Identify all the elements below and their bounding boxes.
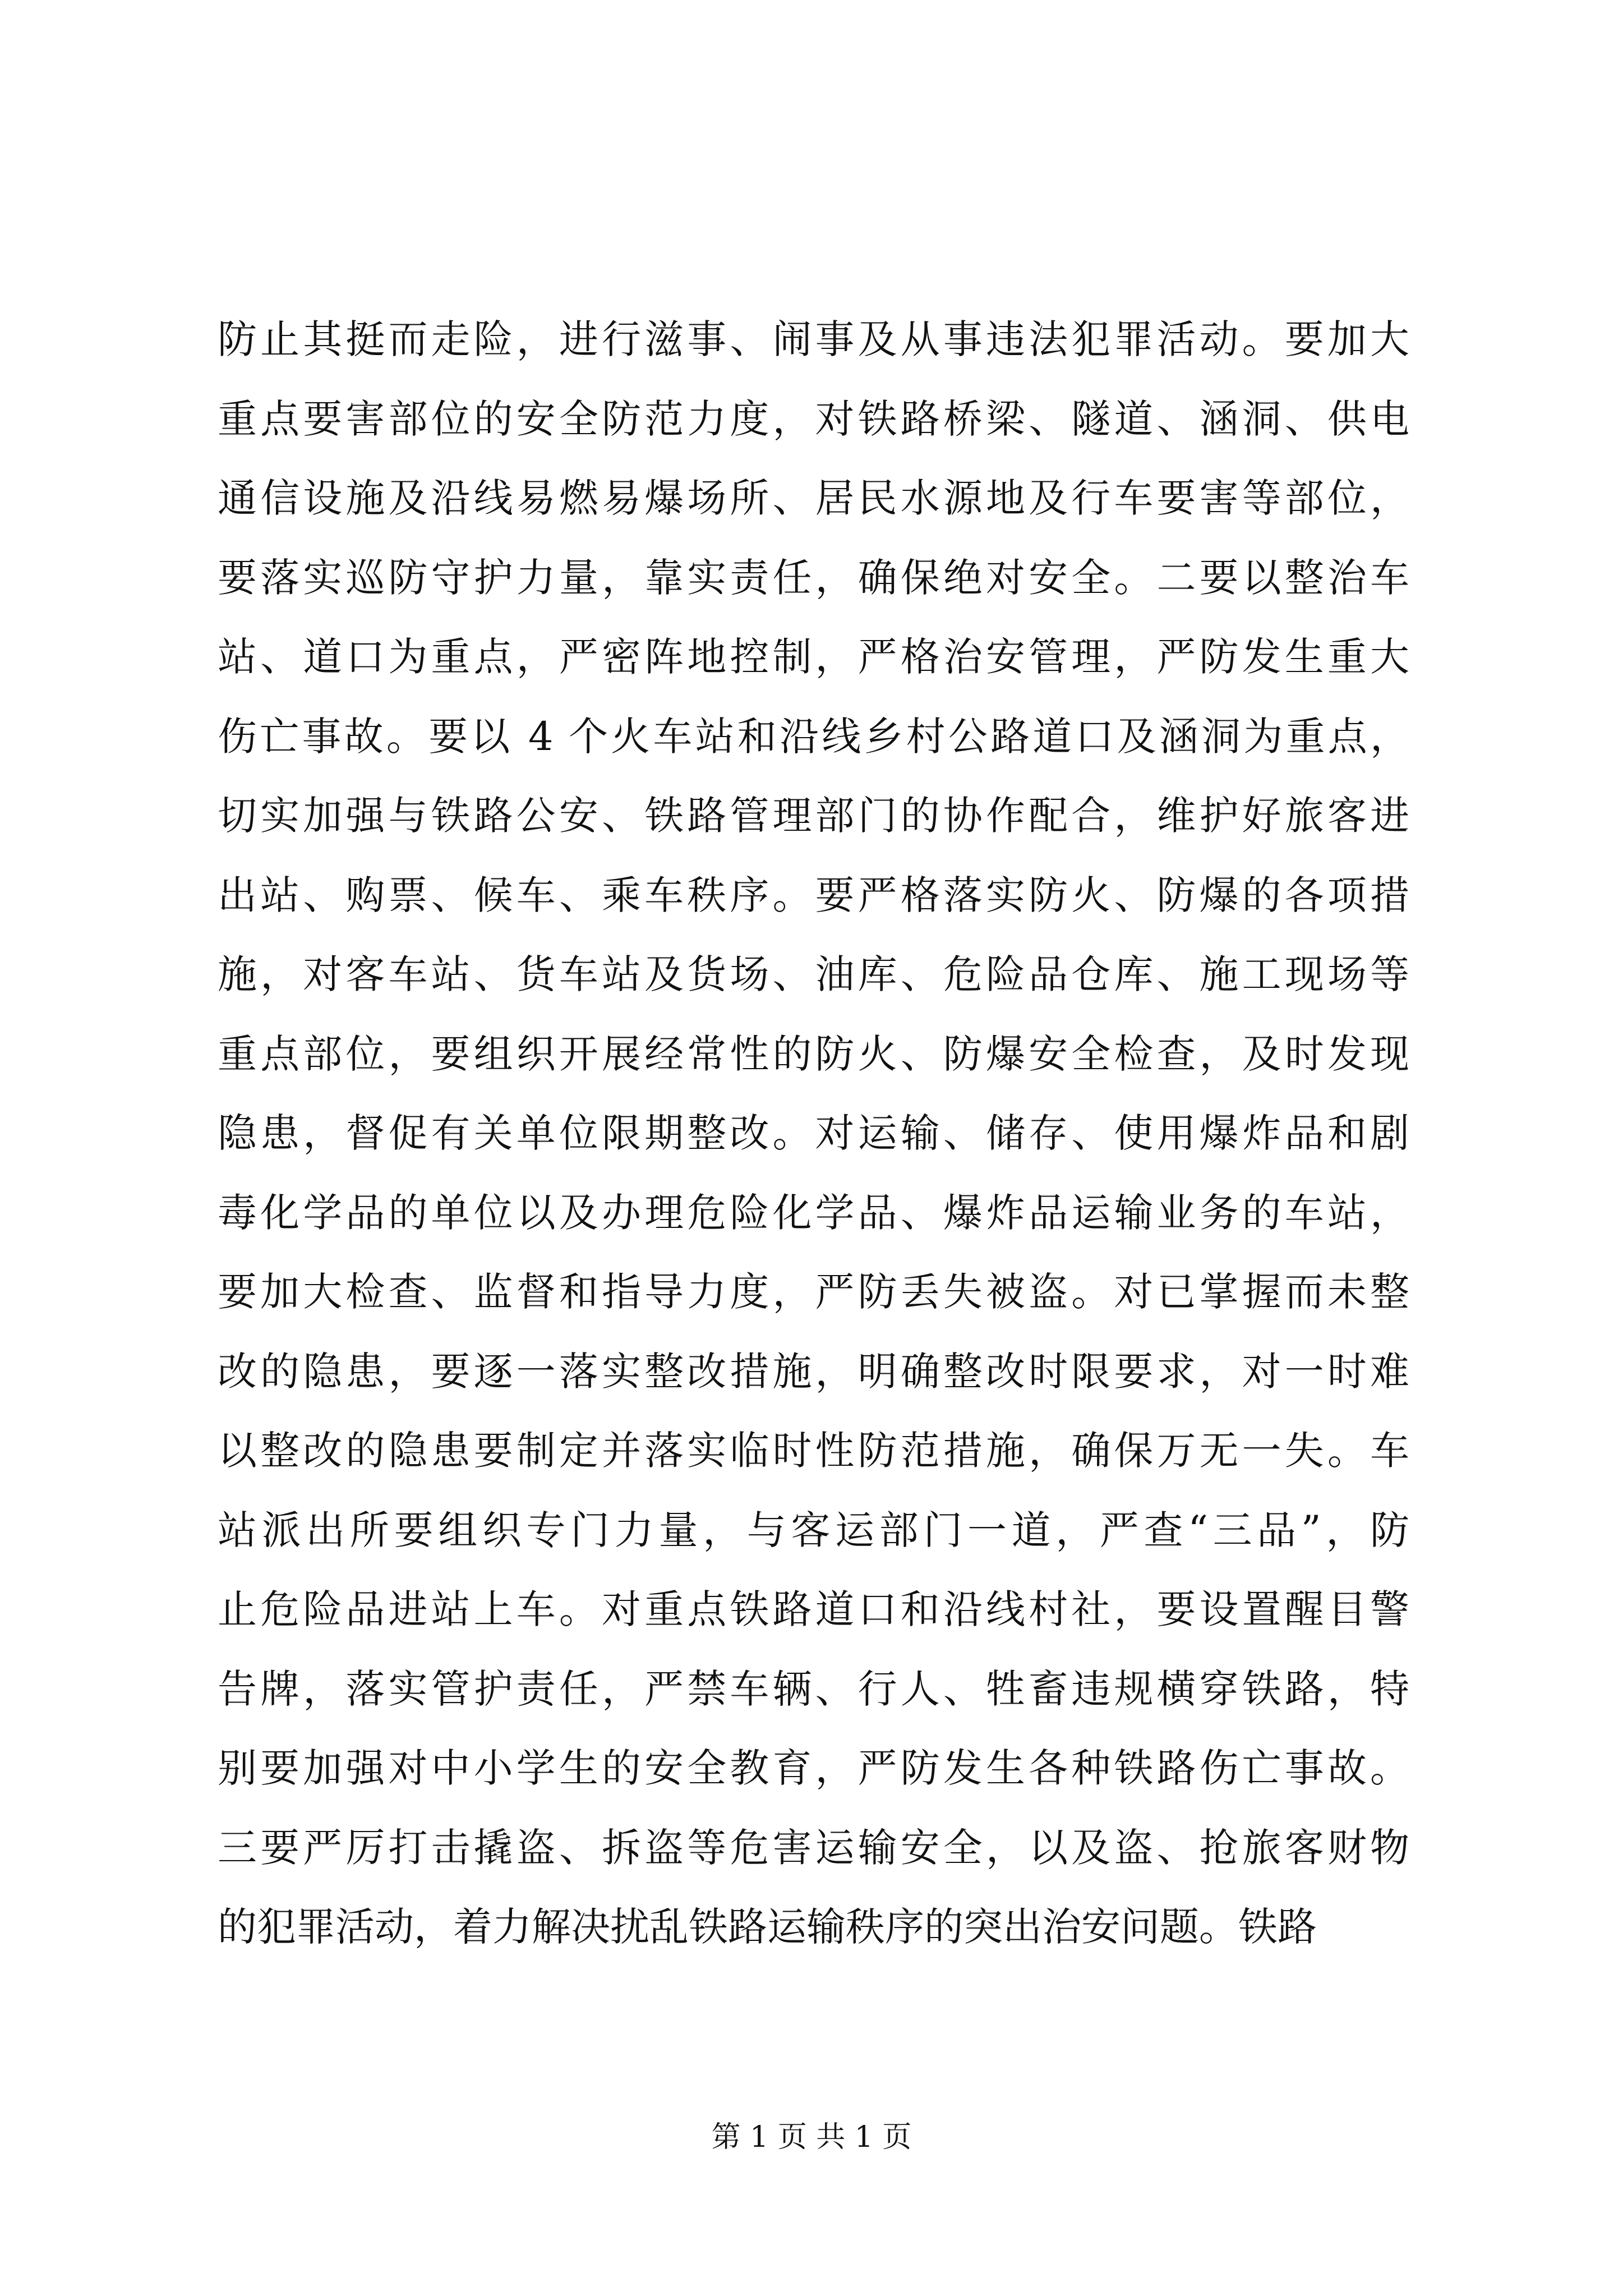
text-line: 通信设施及沿线易燃易爆场所、居民水源地及行车要害等部位，: [218, 475, 1409, 521]
text-line: 别要加强对中小学生的安全教育，严防发生各种铁路伤亡事故。: [218, 1745, 1409, 1791]
body-text: [218, 300, 1409, 1967]
text-line: 要落实巡防守护力量，靠实责任，确保绝对安全。二要以整治车: [218, 554, 1409, 601]
text-line: 止危险品进站上车。对重点铁路道口和沿线村社，要设置醒目警: [218, 1586, 1409, 1632]
text-line: 站、道口为重点，严密阵地控制，严格治安管理，严防发生重大: [218, 634, 1409, 680]
text-line: 要加大检查、监督和指导力度，严防丢失被盗。对已掌握而未整: [218, 1269, 1409, 1315]
text-line: 出站、购票、候车、乘车秩序。要严格落实防火、防爆的各项措: [218, 872, 1409, 918]
text-line: 站派出所要组织专门力量，与客运部门一道，严查“三品”，防: [218, 1507, 1409, 1553]
text-line: 改的隐患，要逐一落实整改措施，明确整改时限要求，对一时难: [218, 1348, 1409, 1395]
text-line: 隐患，督促有关单位限期整改。对运输、储存、使用爆炸品和剧: [218, 1110, 1409, 1156]
text-line: 毒化学品的单位以及办理危险化学品、爆炸品运输业务的车站，: [218, 1189, 1409, 1236]
text-line: 三要严厉打击撬盗、拆盗等危害运输安全，以及盗、抢旅客财物: [218, 1824, 1409, 1871]
text-line: 施，对客车站、货车站及货场、油库、危险品仓库、施工现场等: [218, 951, 1409, 997]
text-line: 切实加强与铁路公安、铁路管理部门的协作配合，维护好旅客进: [218, 793, 1409, 839]
text-line: 伤亡事故。要以 4 个火车站和沿线乡村公路道口及涵洞为重点，: [218, 713, 1409, 760]
page-footer: 第 1 页 共 1 页: [711, 2120, 912, 2154]
text-line: 的犯罪活动，着力解决扰乱铁路运输秩序的突出治安问题。铁路: [218, 1904, 1317, 1950]
text-line: 重点要害部位的安全防范力度，对铁路桥梁、隧道、涵洞、供电: [218, 395, 1409, 442]
text-line: 告牌，落实管护责任，严禁车辆、行人、牲畜违规横穿铁路，特: [218, 1665, 1409, 1712]
text-line: 防止其挺而走险，进行滋事、闹事及从事违法犯罪活动。要加大: [218, 316, 1409, 362]
text-line: 重点部位，要组织开展经常性的防火、防爆安全检查，及时发现: [218, 1030, 1409, 1077]
text-line: 以整改的隐患要制定并落实临时性防范措施，确保万无一失。车: [218, 1428, 1409, 1474]
